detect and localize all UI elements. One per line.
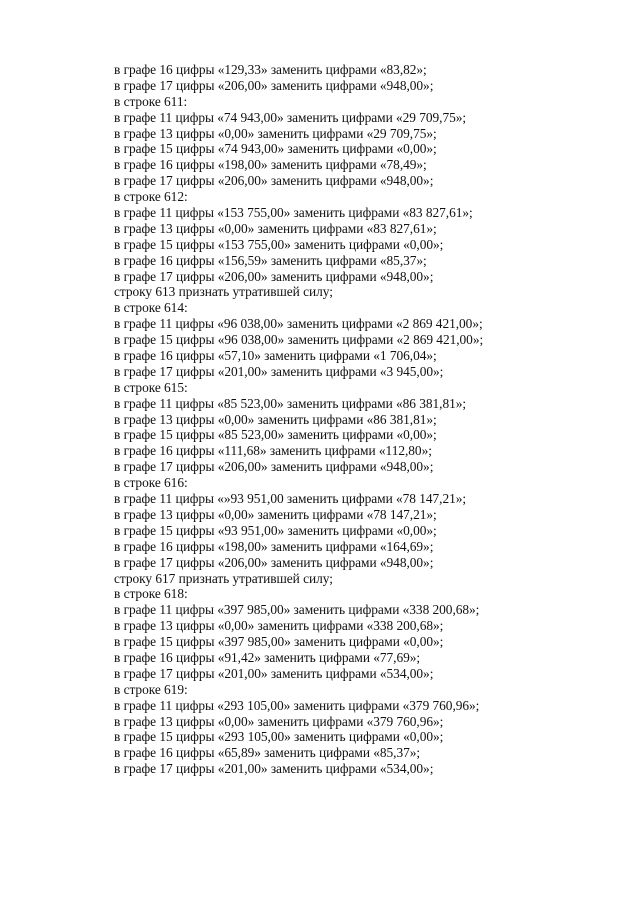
document-line: в графе 11 цифры «293 105,00» заменить цифрами «379 760,96»;: [114, 697, 480, 713]
document-line: в графе 16 цифры «156,59» заменить цифрами «85,37»;: [114, 252, 427, 268]
document-line: в графе 15 цифры «397 985,00» заменить цифрами «0,00»;: [114, 634, 444, 650]
document-line: в графе 17 цифры «206,00» заменить цифрами «948,00»;: [114, 77, 434, 93]
document-line: в строке 612:: [114, 189, 188, 205]
document-line: строку 617 признать утратившей силу;: [114, 570, 333, 586]
document-line: в графе 17 цифры «201,00» заменить цифрами «534,00»;: [114, 761, 434, 777]
document-line: в графе 13 цифры «0,00» заменить цифрами «83 827,61»;: [114, 220, 437, 236]
document-line: в графе 13 цифры «0,00» заменить цифрами «29 709,75»;: [114, 125, 437, 141]
document-line: в графе 11 цифры «»93 951,00 заменить цифрами «78 147,21»;: [114, 491, 467, 507]
document-line: в графе 11 цифры «85 523,00» заменить цифрами «86 381,81»;: [114, 395, 467, 411]
document-line: в графе 15 цифры «74 943,00» заменить цифрами «0,00»;: [114, 141, 437, 157]
document-line: в графе 15 цифры «153 755,00» заменить цифрами «0,00»;: [114, 236, 444, 252]
document-line: в графе 16 цифры «198,00» заменить цифрами «164,69»;: [114, 538, 434, 554]
document-line: в графе 16 цифры «129,33» заменить цифрами «83,82»;: [114, 62, 427, 77]
document-line: в графе 15 цифры «85 523,00» заменить цифрами «0,00»;: [114, 427, 437, 443]
document-line: в графе 15 цифры «293 105,00» заменить цифрами «0,00»;: [114, 729, 444, 745]
document-line: в строке 619:: [114, 681, 188, 697]
document-line: в графе 17 цифры «206,00» заменить цифрами «948,00»;: [114, 459, 434, 475]
document-line: в графе 13 цифры «0,00» заменить цифрами «379 760,96»;: [114, 713, 444, 729]
document-line: в графе 17 цифры «206,00» заменить цифрами «948,00»;: [114, 554, 434, 570]
document-line: в графе 17 цифры «201,00» заменить цифрами «534,00»;: [114, 665, 434, 681]
document-line: в графе 17 цифры «206,00» заменить цифрами «948,00»;: [114, 268, 434, 284]
document-line: в графе 16 цифры «111,68» заменить цифрами «112,80»;: [114, 443, 432, 459]
document-line: в строке 614:: [114, 300, 188, 316]
document-line: в графе 15 цифры «93 951,00» заменить цифрами «0,00»;: [114, 522, 437, 538]
document-line: в графе 11 цифры «153 755,00» заменить цифрами «83 827,61»;: [114, 205, 473, 221]
document-line: в графе 13 цифры «0,00» заменить цифрами «338 200,68»;: [114, 618, 444, 634]
document-line: в графе 16 цифры «65,89» заменить цифрами «85,37»;: [114, 745, 421, 761]
document-line: в графе 15 цифры «96 038,00» заменить цифрами «2 869 421,00»;: [114, 332, 484, 348]
document-line: в строке 611:: [114, 93, 188, 109]
document-line: в графе 13 цифры «0,00» заменить цифрами «78 147,21»;: [114, 506, 437, 522]
document-line: в графе 11 цифры «74 943,00» заменить цифрами «29 709,75»;: [114, 109, 467, 125]
document-line: в графе 11 цифры «397 985,00» заменить цифрами «338 200,68»;: [114, 602, 480, 618]
document-line: в строке 618:: [114, 586, 188, 602]
document-line: в графе 16 цифры «57,10» заменить цифрами «1 706,04»;: [114, 348, 437, 364]
document-line: в графе 17 цифры «201,00» заменить цифрами «3 945,00»;: [114, 363, 444, 379]
document-line: в графе 16 цифры «198,00» заменить цифрами «78,49»;: [114, 157, 427, 173]
document-line: в строке 615:: [114, 379, 188, 395]
document-line: в строке 616:: [114, 475, 188, 491]
document-line: в графе 16 цифры «91,42» заменить цифрами «77,69»;: [114, 649, 421, 665]
document-line: в графе 11 цифры «96 038,00» заменить цифрами «2 869 421,00»;: [114, 316, 483, 332]
document-line: в графе 17 цифры «206,00» заменить цифрами «948,00»;: [114, 173, 434, 189]
document-line: в графе 13 цифры «0,00» заменить цифрами «86 381,81»;: [114, 411, 437, 427]
document-line: строку 613 признать утратившей силу;: [114, 284, 333, 300]
document-body: [114, 62, 584, 777]
